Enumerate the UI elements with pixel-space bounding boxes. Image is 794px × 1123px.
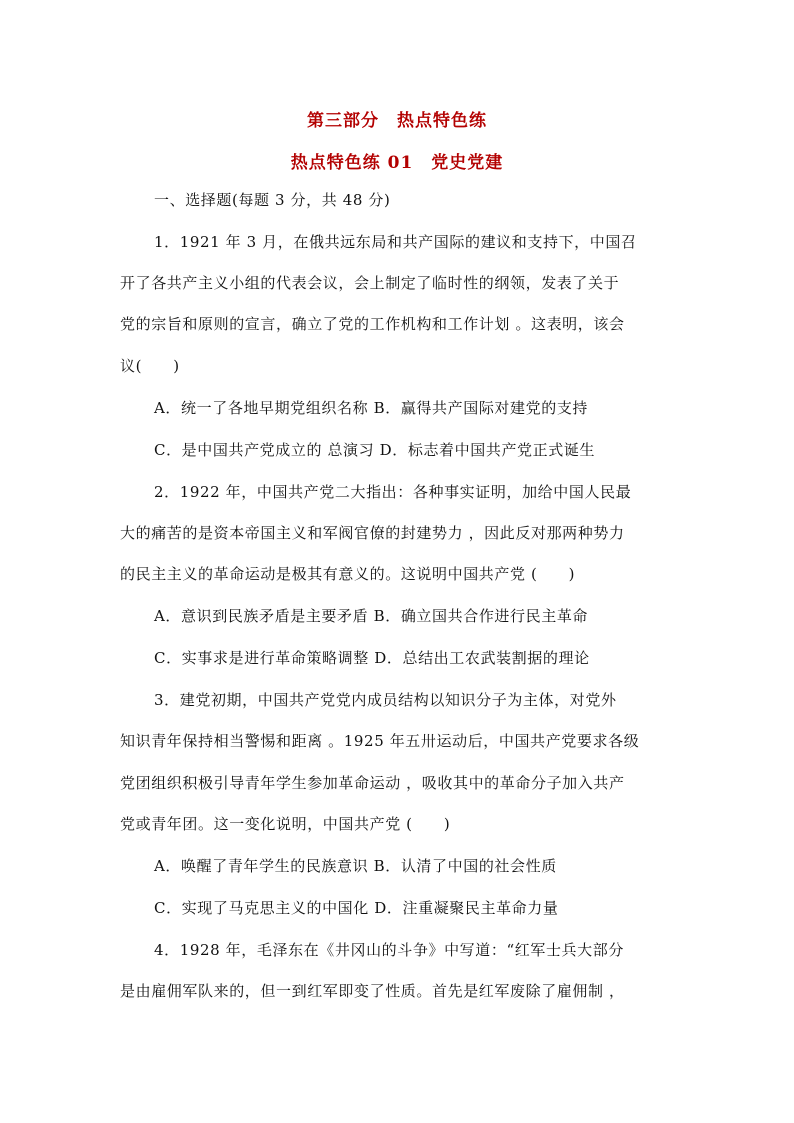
question-3-options-cd: C．实现了马克思主义的中国化 D．注重凝聚民主革命力量 <box>154 899 559 917</box>
question-3-line-1: 3．建党初期，中国共产党党内成员结构以知识分子为主体，对党外 <box>154 691 617 709</box>
section-title: 热点特色练 01 党史党建 <box>290 153 504 173</box>
question-3-line-4: 党或青年团。这一变化说明，中国共产党 ( ) <box>120 815 451 833</box>
question-3-line-3: 党团组织积极引导青年学生参加革命运动 ，吸收其中的革命分子加入共产 <box>120 774 625 792</box>
section-heading: 一、选择题(每题 3 分，共 48 分) <box>154 191 391 209</box>
question-1-line-4: 议( ) <box>120 357 180 375</box>
question-1-line-3: 党的宗旨和原则的宣言，确立了党的工作机构和工作计划 。这表明，该会 <box>120 315 625 333</box>
part-title: 第三部分 热点特色练 <box>307 111 487 131</box>
question-1-line-1: 1．1921 年 3 月，在俄共远东局和共产国际的建议和支持下，中国召 <box>154 233 637 251</box>
question-1-options-ab: A．统一了各地早期党组织名称 B．赢得共产国际对建党的支持 <box>154 399 589 417</box>
question-2-line-1: 2．1922 年，中国共产党二大指出：各种事实证明，加给中国人民最 <box>154 483 632 501</box>
question-2-options-ab: A．意识到民族矛盾是主要矛盾 B．确立国共合作进行民主革命 <box>154 607 589 625</box>
question-2-options-cd: C．实事求是进行革命策略调整 D．总结出工农武装割据的理论 <box>154 649 590 667</box>
question-4-line-1: 4．1928 年，毛泽东在《井冈山的斗争》中写道：“红军士兵大部分 <box>154 941 624 959</box>
question-2-line-3: 的民主主义的革命运动是极其有意义的。这说明中国共产党 ( ) <box>120 565 576 583</box>
question-1-line-2: 开了各共产主义小组的代表会议，会上制定了临时性的纲领，发表了关于 <box>120 274 620 292</box>
question-3-line-2: 知识青年保持相当警惕和距离 。1925 年五卅运动后，中国共产党要求各级 <box>120 732 640 750</box>
question-4-line-2: 是由雇佣军队来的，但一到红军即变了性质。首先是红军废除了雇佣制 ， <box>120 982 625 1000</box>
question-2-line-2: 大的痛苦的是资本帝国主义和军阀官僚的封建势力 ，因此反对那两种势力 <box>120 524 625 542</box>
question-1-options-cd: C．是中国共产党成立的 总演习 D．标志着中国共产党正式诞生 <box>154 441 596 459</box>
question-3-options-ab: A．唤醒了青年学生的民族意识 B．认清了中国的社会性质 <box>154 857 557 875</box>
